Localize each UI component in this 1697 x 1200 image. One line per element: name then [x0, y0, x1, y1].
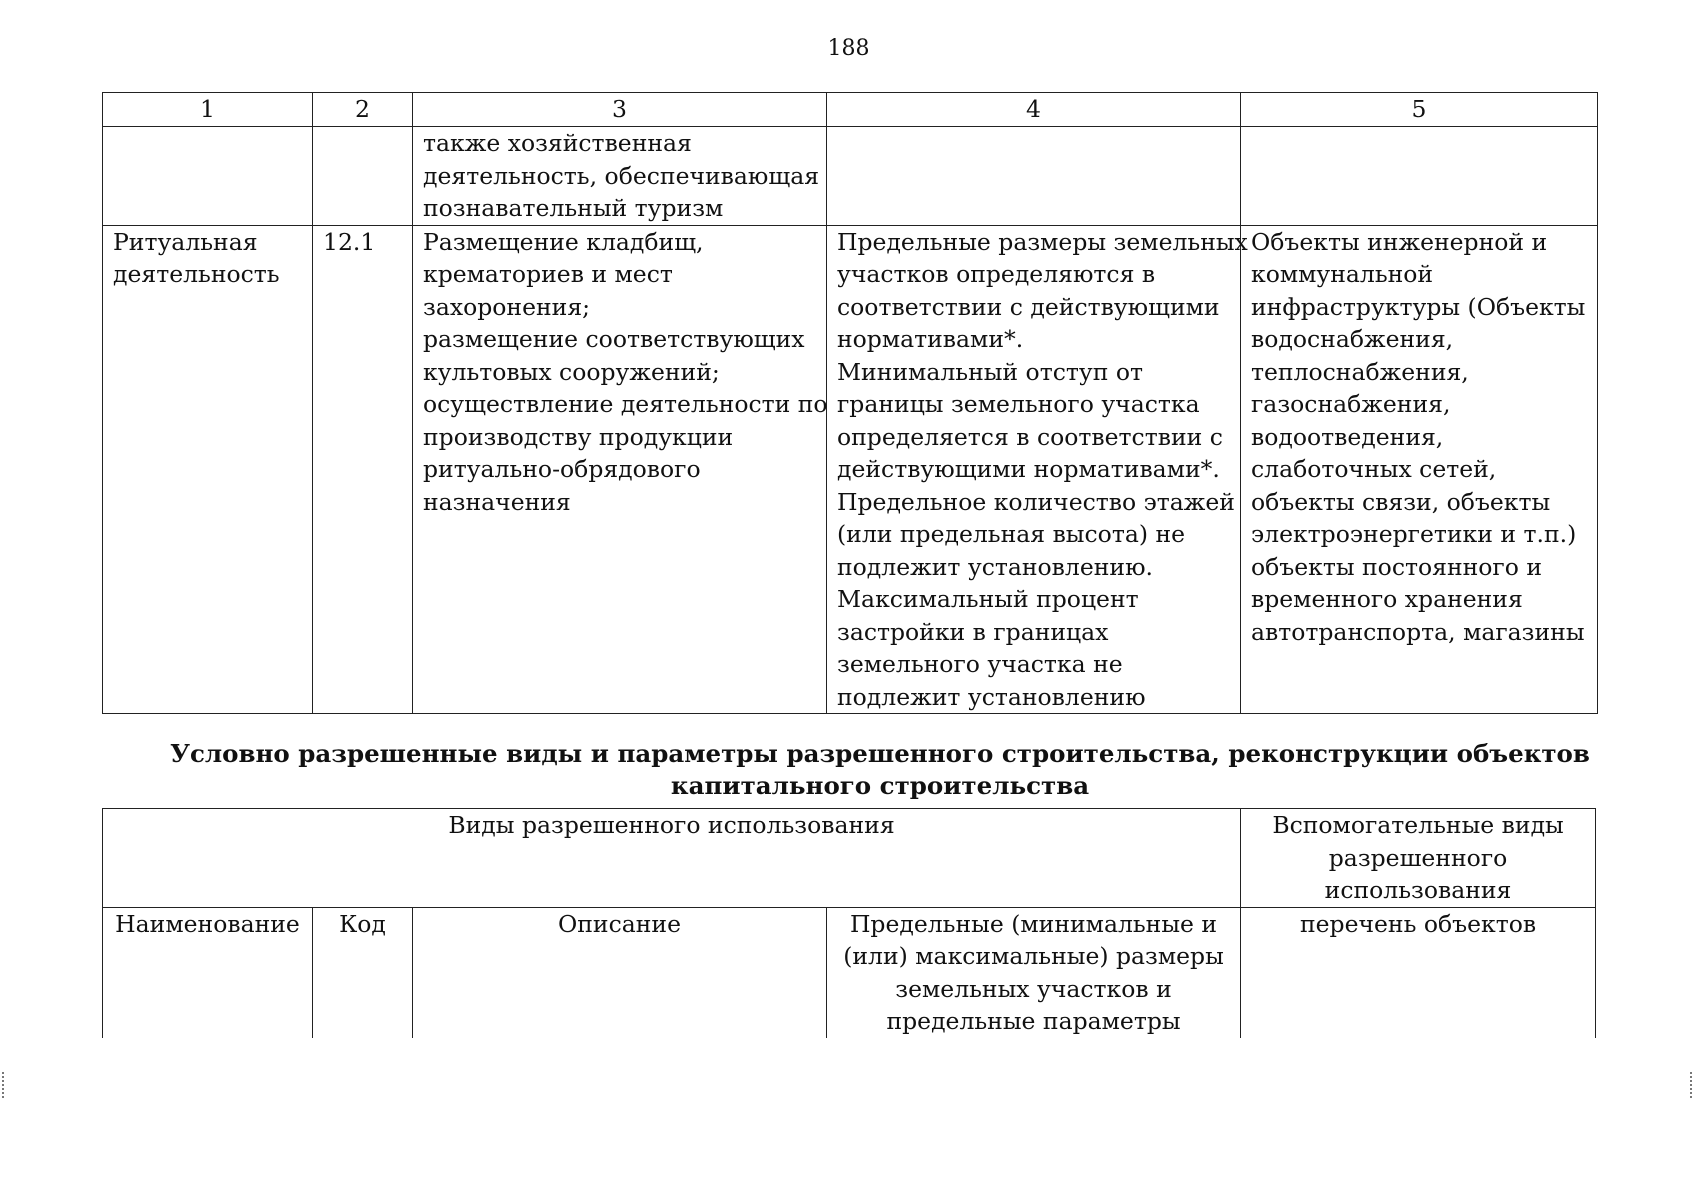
column-number-3: 3: [413, 93, 827, 127]
text-line: назначения: [423, 487, 571, 516]
text-line: соответствии с действующими: [837, 292, 1220, 321]
empty-cell: [1241, 127, 1598, 226]
table-group-header-row: [103, 809, 1596, 908]
text-line: автотранспорта, магазины: [1251, 617, 1585, 646]
text-line: Минимальный отступ от: [837, 357, 1143, 386]
text-line: слаботочных сетей,: [1251, 455, 1497, 483]
parameters-cell: [827, 225, 1248, 714]
text-line: крематориев и мест: [423, 260, 673, 288]
text-line: Ритуальная: [113, 227, 258, 256]
use-code-cell: 12.1: [313, 225, 413, 714]
text-line: границы земельного участка: [837, 390, 1200, 418]
column-number-4: 4: [827, 93, 1241, 127]
empty-cell: [313, 127, 413, 226]
table-row: [103, 225, 1598, 714]
text-line: водоотведения,: [1251, 422, 1444, 451]
column-number-5: 5: [1241, 93, 1598, 127]
text-line: захоронения;: [423, 292, 591, 321]
text-line: Предельное количество этажей: [837, 487, 1235, 516]
auxiliary-use-types-header: [1241, 809, 1596, 908]
table-column-header-row: [103, 907, 1596, 1038]
text-line: (или) максимальные) размеры: [843, 942, 1224, 970]
text-line: земельных участков и: [895, 974, 1172, 1003]
table-header-row: [103, 93, 1598, 127]
text-line: размещение соответствующих: [423, 325, 805, 353]
page-number: 188: [827, 36, 870, 61]
continued-description-cell: [413, 127, 827, 226]
parameters-column-header: [827, 907, 1241, 1038]
text-line: познавательный туризм: [423, 194, 724, 222]
text-line: электроэнергетики и т.п.): [1251, 520, 1577, 548]
text-line: деятельность: [113, 260, 280, 288]
text-line: использования: [1324, 876, 1512, 904]
text-line: Предельные (минимальные и: [849, 909, 1218, 938]
table-row: [103, 127, 1598, 226]
text-line: производству продукции: [423, 422, 734, 451]
conditional-use-table: [102, 808, 1596, 1038]
text-line: подлежит установлению: [837, 682, 1146, 711]
text-line: осуществление деятельности по: [423, 390, 828, 418]
text-line: ритуально-обрядового: [423, 455, 701, 483]
text-line: Предельные размеры земельных: [837, 227, 1248, 256]
text-line: теплоснабжения,: [1251, 357, 1469, 386]
column-number-2: 2: [313, 93, 413, 127]
text-line: нормативами*.: [837, 325, 1024, 353]
empty-cell: [827, 127, 1241, 226]
text-line: разрешенного: [1328, 843, 1508, 872]
section-title-line: Условно разрешенные виды и параметры разрешенного строительства, реконструкции объектов: [170, 739, 1590, 768]
text-line: временного хранения: [1251, 585, 1523, 613]
text-line: предельные параметры: [886, 1007, 1181, 1035]
text-line: Максимальный процент: [837, 585, 1139, 613]
objects-column-header: перечень объектов: [1241, 907, 1596, 1038]
text-line: земельного участка не: [837, 650, 1123, 678]
text-line: коммунальной: [1251, 260, 1434, 288]
text-line: подлежит установлению.: [837, 552, 1153, 581]
section-title: [160, 738, 1600, 802]
text-line: газоснабжения,: [1251, 390, 1451, 418]
auxiliary-objects-cell: [1241, 225, 1598, 714]
empty-cell: [103, 127, 313, 226]
scan-edge-mark: [1690, 1072, 1695, 1098]
name-column-header: Наименование: [103, 907, 313, 1038]
text-line: также хозяйственная: [423, 129, 692, 157]
text-line: Объекты инженерной и: [1251, 227, 1548, 256]
text-line: Вспомогательные виды: [1272, 811, 1564, 839]
text-line: культовых сооружений;: [423, 357, 720, 386]
text-line: водоснабжения,: [1251, 325, 1454, 353]
text-line: объекты связи, объекты: [1251, 487, 1551, 516]
text-line: (или предельная высота) не: [837, 520, 1186, 548]
text-line: деятельность, обеспечивающая: [423, 161, 820, 190]
description-column-header: Описание: [413, 907, 827, 1038]
use-name-cell: [103, 225, 313, 714]
text-line: Размещение кладбищ,: [423, 227, 704, 256]
code-column-header: Код: [313, 907, 413, 1038]
text-line: определяется в соответствии с: [837, 422, 1223, 451]
text-line: действующими нормативами*.: [837, 455, 1220, 483]
column-number-1: 1: [103, 93, 313, 127]
section-title-line: капитального строительства: [670, 771, 1090, 800]
scan-edge-mark: [2, 1072, 7, 1098]
text-line: объекты постоянного и: [1251, 552, 1543, 581]
permitted-use-types-header: Виды разрешенного использования: [103, 809, 1241, 908]
permitted-use-table: [102, 92, 1598, 714]
text-line: инфраструктуры (Объекты: [1251, 292, 1586, 321]
text-line: застройки в границах: [837, 617, 1109, 646]
use-description-cell: [413, 225, 827, 714]
text-line: участков определяются в: [837, 260, 1156, 288]
